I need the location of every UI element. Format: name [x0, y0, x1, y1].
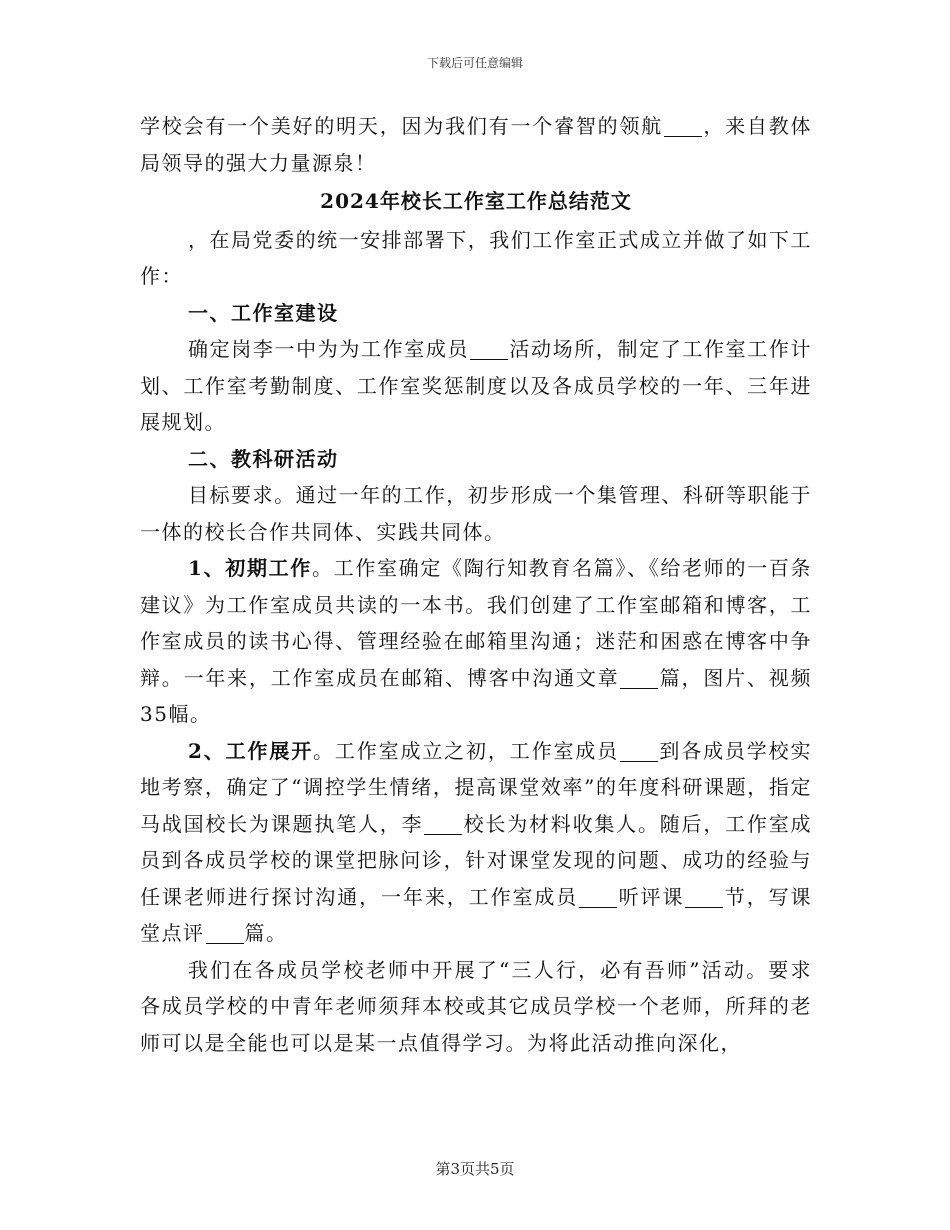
fill-blank — [620, 741, 658, 762]
goal-paragraph: 目标要求。通过一年的工作，初步形成一个集管理、科研等职能于一体的校长合作共同体、实践共同体。 — [140, 483, 812, 544]
fill-blank — [206, 923, 244, 944]
intro-text-1: 学校会有一个美好的明天，因为我们有一个睿智的领航 — [140, 114, 664, 138]
item2-text-5: 节，写课堂点评 — [140, 884, 813, 945]
page-footer: 第3页共5页 — [435, 1160, 515, 1178]
item1-text-2: 篇，图片、视频35幅。 — [140, 665, 813, 726]
item2-paragraph — [140, 733, 812, 952]
section1-paragraph — [140, 331, 812, 441]
item1-paragraph — [140, 550, 812, 733]
fill-blank — [424, 814, 462, 835]
intro-paragraph — [140, 108, 812, 181]
item2-text-4: 听评课 — [618, 884, 685, 909]
fill-blank — [685, 887, 723, 908]
fill-blank — [579, 887, 617, 908]
item2-text-3: 校长为材料收集人。随后，工作室成员到各成员学校的课堂把脉问诊，针对课堂发现的问题、成功的经验与任课老师进行探讨沟通，一年来，工作室成员 — [140, 811, 813, 909]
fill-blank — [620, 668, 658, 689]
document-title: 2024年校长工作室工作总结范文 — [320, 189, 632, 213]
item2-text-1: 。工作室成立之初，工作室成员 — [313, 738, 620, 763]
fill-blank — [470, 339, 508, 360]
opening-paragraph: ，在局党委的统一安排部署下，我们工作室正式成立并做了如下工作： — [140, 227, 812, 288]
section-heading-1: 一、工作室建设 — [188, 300, 339, 325]
item2-text-6: 篇。 — [244, 921, 288, 945]
page-header: 下载后可任意编辑 — [426, 56, 523, 70]
fill-blank — [664, 116, 702, 137]
item1-label: 1、初期工作 — [188, 556, 312, 580]
item2-text-2: 到各成员学校实地考察，确定了“调控学生情绪，提高课堂效率”的年度科研课题，指定马战国校长为课题执笔人，李 — [140, 738, 812, 836]
section1-text-1: 确定岗李一中为为工作室成员 — [188, 337, 470, 361]
intro-text-2: ，来自教体局领导的强大力量源泉！ — [140, 114, 813, 175]
item1-text-1: 。工作室确定《陶行知教育名篇》、《给老师的一百条建议》为工作室成员共读的一本书。我们创建了工作室邮箱和博客，工作室成员的读书心得、管理经验在邮箱里沟通；迷茫和困惑在博客中争辩。一年来，工作室成员在邮箱、博客中沟通文章 — [140, 556, 812, 690]
document-body — [140, 108, 812, 1061]
last-paragraph: 我们在各成员学校老师中开展了“三人行，必有吾师”活动。要求各成员学校的中青年老师须拜本校或其它成员学校一个老师，所拜的老师可以是全能也可以是某一点值得学习。为将此活动推向深化， — [140, 957, 812, 1055]
section-heading-2: 二、教科研活动 — [188, 446, 339, 471]
item2-label: 2、工作展开 — [188, 738, 314, 763]
section1-text-2: 活动场所，制定了工作室工作计划、工作室考勤制度、工作室奖惩制度以及各成员学校的一年、三年进展规划。 — [140, 337, 813, 434]
